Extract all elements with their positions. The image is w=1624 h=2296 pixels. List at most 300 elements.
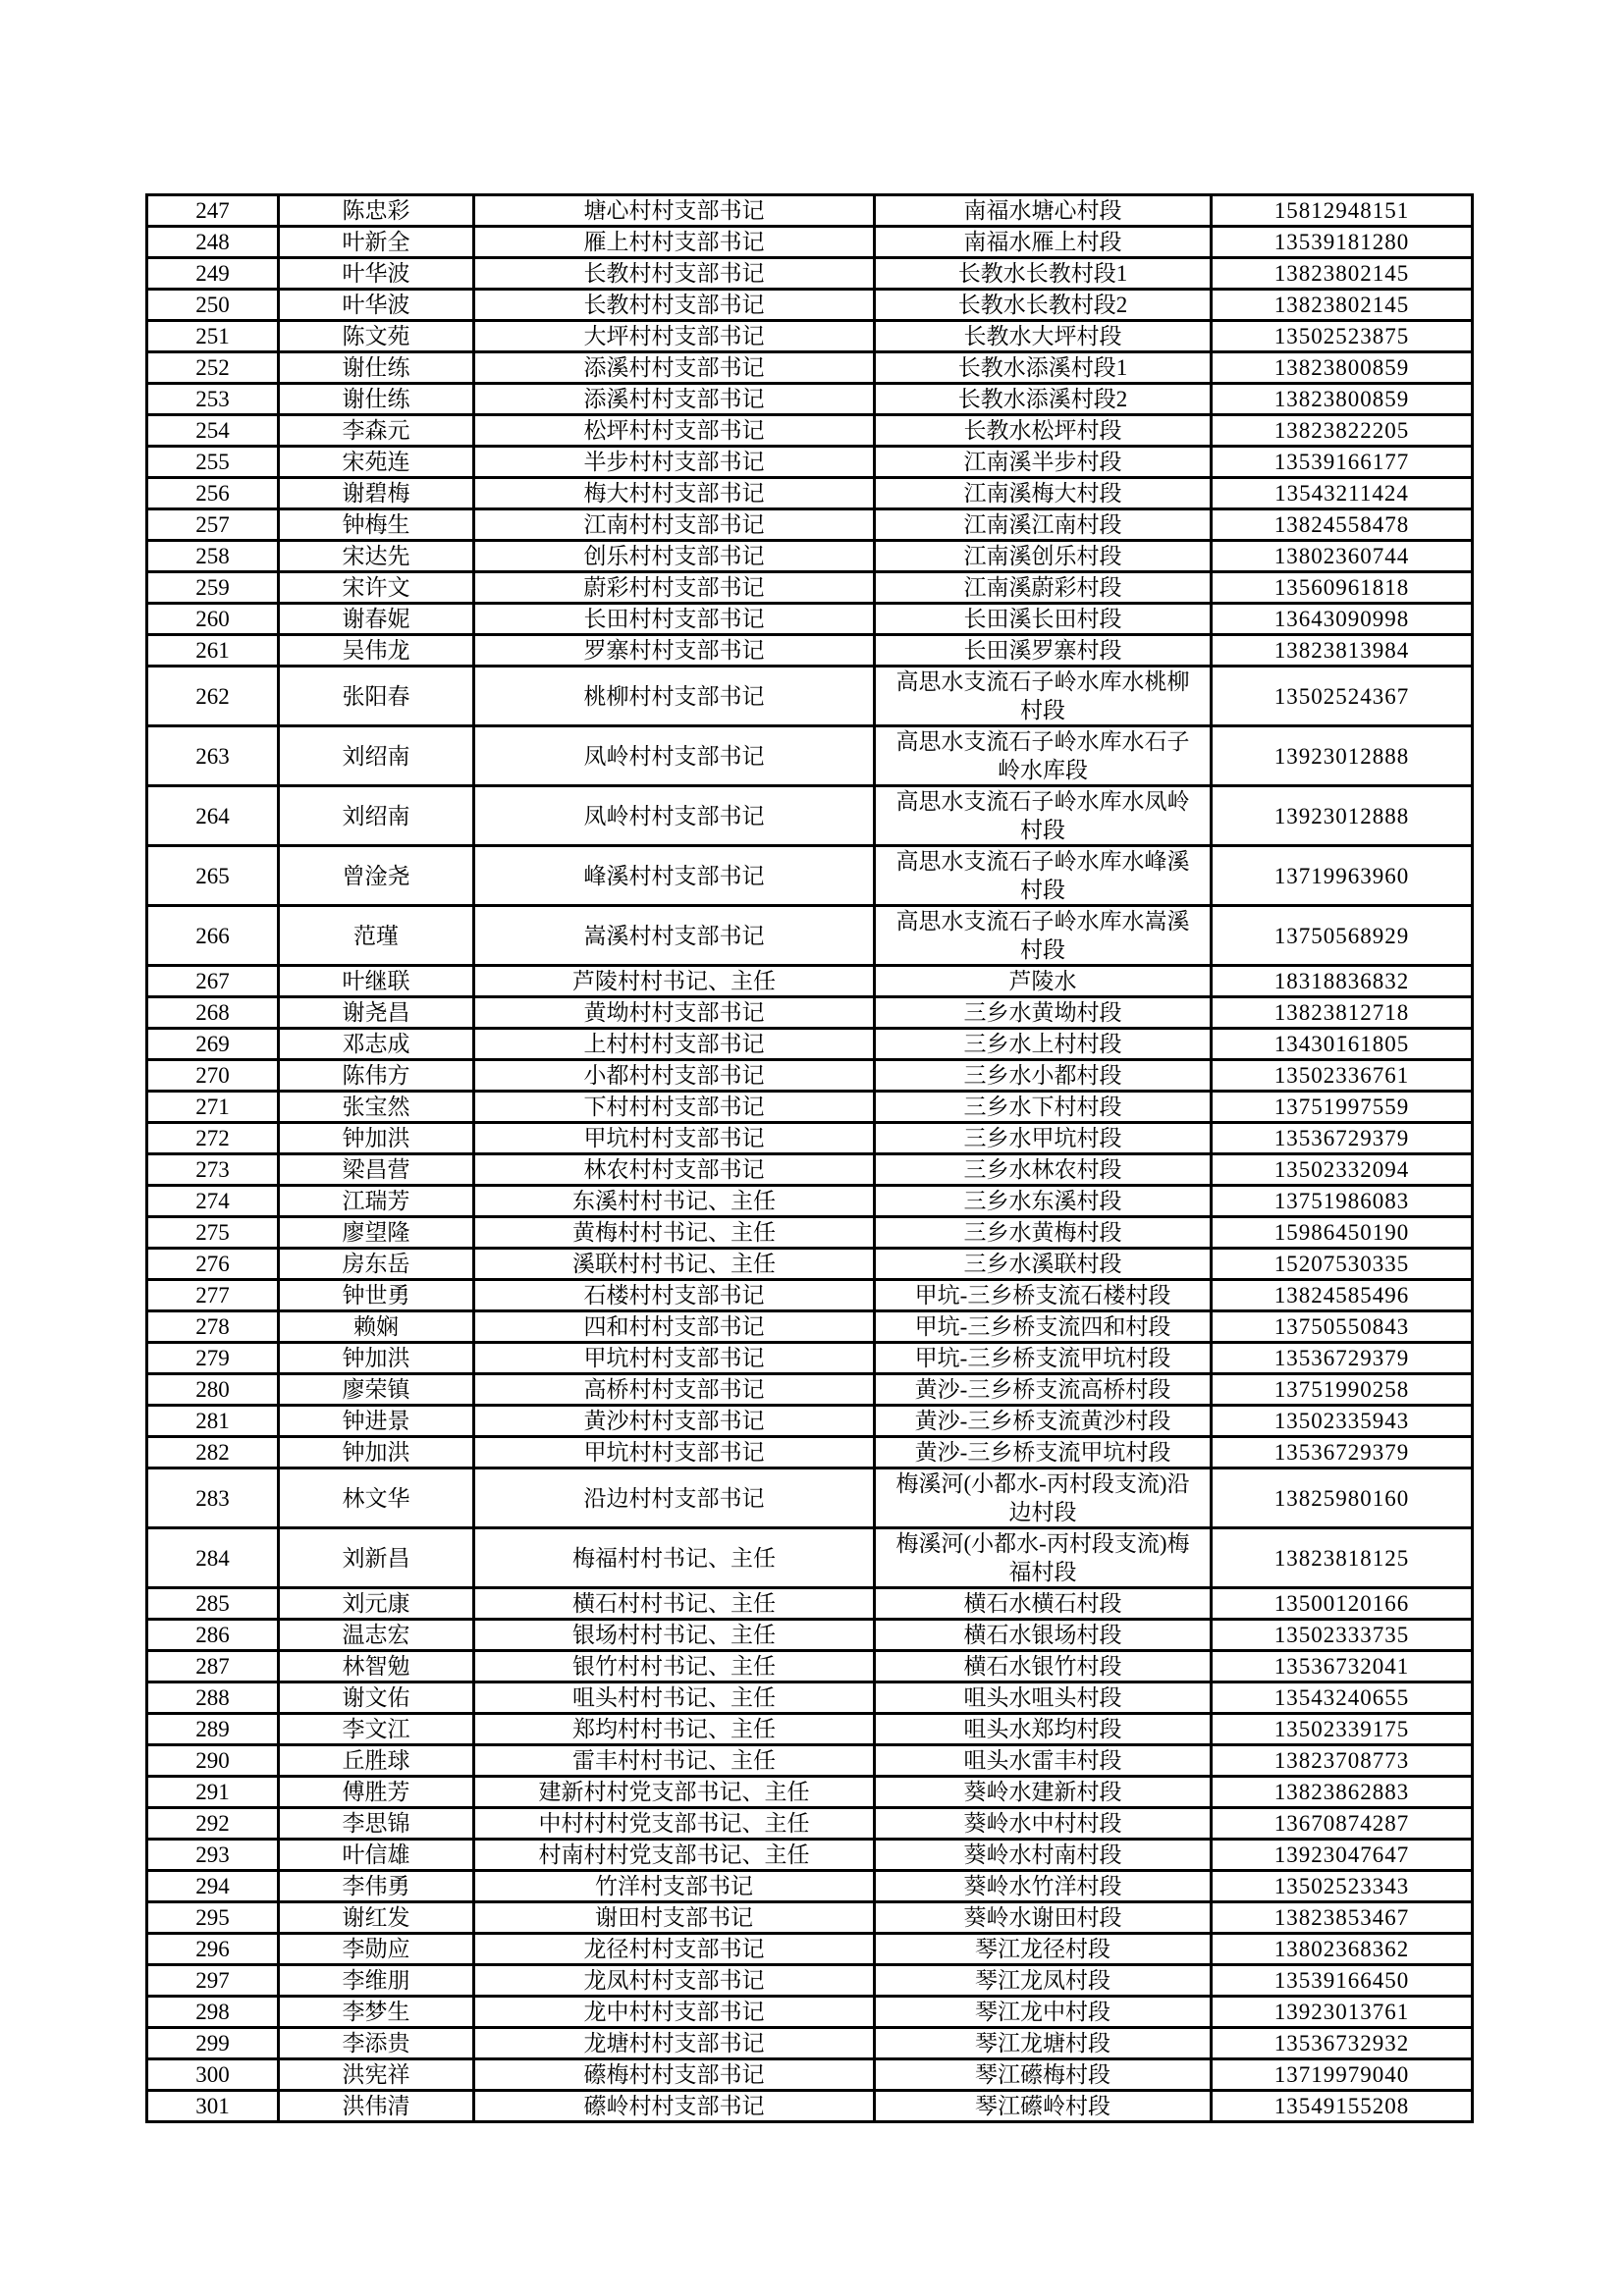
cell-index: 287	[147, 1651, 279, 1682]
cell-position: 添溪村村支部书记	[474, 384, 875, 415]
table-row	[147, 1808, 1473, 1840]
cell-position: 龙塘村村支部书记	[474, 2028, 875, 2059]
cell-index: 286	[147, 1620, 279, 1651]
cell-river-segment: 三乡水甲坑村段	[875, 1123, 1212, 1154]
cell-position: 咀头村村书记、主任	[474, 1682, 875, 1714]
cell-name: 李思锦	[279, 1808, 474, 1840]
cell-phone: 13823812718	[1212, 997, 1473, 1029]
cell-river-segment: 甲坑-三乡桥支流四和村段	[875, 1311, 1212, 1343]
cell-index: 260	[147, 604, 279, 635]
cell-position: 嵩溪村村支部书记	[474, 906, 875, 966]
cell-river-segment: 江南溪江南村段	[875, 509, 1212, 541]
table-row	[147, 667, 1473, 726]
cell-phone: 13823813984	[1212, 635, 1473, 667]
cell-position: 龙中村村支部书记	[474, 1997, 875, 2028]
cell-position: 竹洋村支部书记	[474, 1871, 875, 1902]
cell-phone: 13825980160	[1212, 1468, 1473, 1528]
cell-name: 廖荣镇	[279, 1374, 474, 1406]
cell-river-segment: 长教水添溪村段2	[875, 384, 1212, 415]
table-row	[147, 195, 1473, 227]
cell-river-segment: 三乡水溪联村段	[875, 1249, 1212, 1280]
table-row	[147, 1092, 1473, 1123]
cell-index: 261	[147, 635, 279, 667]
cell-position: 罗寨村村支部书记	[474, 635, 875, 667]
table-row	[147, 1468, 1473, 1528]
cell-index: 248	[147, 227, 279, 258]
table-row	[147, 352, 1473, 384]
cell-name: 宋许文	[279, 572, 474, 604]
cell-phone: 13502523343	[1212, 1871, 1473, 1902]
cell-river-segment: 横石水银场村段	[875, 1620, 1212, 1651]
cell-river-segment: 三乡水小都村段	[875, 1060, 1212, 1092]
cell-index: 288	[147, 1682, 279, 1714]
table-row	[147, 1374, 1473, 1406]
table-row	[147, 321, 1473, 352]
cell-name: 钟梅生	[279, 509, 474, 541]
table-row	[147, 478, 1473, 509]
table-row	[147, 635, 1473, 667]
cell-position: 石楼村村支部书记	[474, 1280, 875, 1311]
cell-index: 301	[147, 2091, 279, 2122]
cell-phone: 13751990258	[1212, 1374, 1473, 1406]
cell-river-segment: 葵岭水中村村段	[875, 1808, 1212, 1840]
table-row	[147, 384, 1473, 415]
table-row	[147, 846, 1473, 906]
cell-river-segment: 长教水松坪村段	[875, 415, 1212, 447]
cell-phone: 13539166177	[1212, 447, 1473, 478]
cell-index: 254	[147, 415, 279, 447]
cell-index: 259	[147, 572, 279, 604]
cell-river-segment: 咀头水郑均村段	[875, 1714, 1212, 1745]
cell-river-segment: 江南溪梅大村段	[875, 478, 1212, 509]
cell-position: 大坪村村支部书记	[474, 321, 875, 352]
cell-river-segment: 长田溪罗寨村段	[875, 635, 1212, 667]
cell-position: 长教村村支部书记	[474, 258, 875, 290]
cell-river-segment: 三乡水黄梅村段	[875, 1217, 1212, 1249]
cell-name: 李梦生	[279, 1997, 474, 2028]
cell-index: 279	[147, 1343, 279, 1374]
cell-river-segment: 长教水长教村段2	[875, 290, 1212, 321]
cell-name: 洪宪祥	[279, 2059, 474, 2091]
table-row	[147, 447, 1473, 478]
cell-name: 房东岳	[279, 1249, 474, 1280]
cell-river-segment: 三乡水黄坳村段	[875, 997, 1212, 1029]
cell-position: 峰溪村村支部书记	[474, 846, 875, 906]
cell-river-segment: 三乡水林农村段	[875, 1154, 1212, 1186]
cell-index: 257	[147, 509, 279, 541]
cell-position: 长田村村支部书记	[474, 604, 875, 635]
cell-phone: 13539166450	[1212, 1965, 1473, 1997]
cell-phone: 13560961818	[1212, 572, 1473, 604]
cell-river-segment: 黄沙-三乡桥支流黄沙村段	[875, 1406, 1212, 1437]
table-row	[147, 1745, 1473, 1777]
contact-roster-table	[145, 193, 1474, 2123]
cell-river-segment: 高思水支流石子岭水库水石子岭水库段	[875, 726, 1212, 786]
cell-name: 叶继联	[279, 966, 474, 997]
cell-index: 266	[147, 906, 279, 966]
cell-phone: 15207530335	[1212, 1249, 1473, 1280]
cell-position: 黄坳村村支部书记	[474, 997, 875, 1029]
table-row	[147, 1186, 1473, 1217]
cell-name: 刘绍南	[279, 786, 474, 846]
cell-river-segment: 甲坑-三乡桥支流石楼村段	[875, 1280, 1212, 1311]
cell-name: 谢文佑	[279, 1682, 474, 1714]
cell-index: 293	[147, 1840, 279, 1871]
cell-index: 294	[147, 1871, 279, 1902]
cell-river-segment: 长教水添溪村段1	[875, 352, 1212, 384]
cell-index: 252	[147, 352, 279, 384]
cell-position: 桃柳村村支部书记	[474, 667, 875, 726]
cell-name: 钟加洪	[279, 1437, 474, 1468]
table-row	[147, 2091, 1473, 2122]
table-row	[147, 1714, 1473, 1745]
cell-name: 李勋应	[279, 1934, 474, 1965]
cell-river-segment: 琴江礤梅村段	[875, 2059, 1212, 2091]
table-row	[147, 1934, 1473, 1965]
cell-position: 东溪村村书记、主任	[474, 1186, 875, 1217]
cell-river-segment: 咀头水雷丰村段	[875, 1745, 1212, 1777]
cell-river-segment: 三乡水下村村段	[875, 1092, 1212, 1123]
cell-name: 谢碧梅	[279, 478, 474, 509]
cell-river-segment: 长教水大坪村段	[875, 321, 1212, 352]
cell-phone: 13543240655	[1212, 1682, 1473, 1714]
cell-position: 林农村村支部书记	[474, 1154, 875, 1186]
cell-position: 长教村村支部书记	[474, 290, 875, 321]
cell-phone: 13543211424	[1212, 478, 1473, 509]
cell-index: 297	[147, 1965, 279, 1997]
table-row	[147, 1777, 1473, 1808]
cell-index: 250	[147, 290, 279, 321]
cell-position: 半步村村支部书记	[474, 447, 875, 478]
table-row	[147, 997, 1473, 1029]
table-row	[147, 1997, 1473, 2028]
table-row	[147, 1840, 1473, 1871]
cell-phone: 13536732932	[1212, 2028, 1473, 2059]
cell-position: 四和村村支部书记	[474, 1311, 875, 1343]
cell-name: 叶华波	[279, 290, 474, 321]
cell-name: 张宝然	[279, 1092, 474, 1123]
cell-phone: 13823800859	[1212, 352, 1473, 384]
cell-name: 谢红发	[279, 1902, 474, 1934]
cell-position: 塘心村村支部书记	[474, 195, 875, 227]
cell-phone: 18318836832	[1212, 966, 1473, 997]
cell-position: 黄梅村村书记、主任	[474, 1217, 875, 1249]
table-row	[147, 509, 1473, 541]
cell-name: 刘元康	[279, 1588, 474, 1620]
cell-position: 沿边村村支部书记	[474, 1468, 875, 1528]
cell-name: 吴伟龙	[279, 635, 474, 667]
table-row	[147, 415, 1473, 447]
cell-phone: 13536729379	[1212, 1123, 1473, 1154]
cell-phone: 13539181280	[1212, 227, 1473, 258]
cell-position: 高桥村村支部书记	[474, 1374, 875, 1406]
table-row	[147, 1437, 1473, 1468]
cell-position: 横石村村书记、主任	[474, 1588, 875, 1620]
cell-river-segment: 琴江礤岭村段	[875, 2091, 1212, 2122]
cell-index: 283	[147, 1468, 279, 1528]
cell-name: 李文江	[279, 1714, 474, 1745]
cell-river-segment: 高思水支流石子岭水库水桃柳村段	[875, 667, 1212, 726]
cell-index: 272	[147, 1123, 279, 1154]
cell-name: 范瑾	[279, 906, 474, 966]
cell-index: 285	[147, 1588, 279, 1620]
cell-position: 甲坑村村支部书记	[474, 1123, 875, 1154]
cell-index: 256	[147, 478, 279, 509]
cell-position: 上村村村支部书记	[474, 1029, 875, 1060]
cell-phone: 13500120166	[1212, 1588, 1473, 1620]
cell-phone: 13719963960	[1212, 846, 1473, 906]
table-row	[147, 906, 1473, 966]
cell-position: 郑均村村书记、主任	[474, 1714, 875, 1745]
cell-river-segment: 长田溪长田村段	[875, 604, 1212, 635]
cell-index: 277	[147, 1280, 279, 1311]
cell-position: 江南村村支部书记	[474, 509, 875, 541]
cell-phone: 13502524367	[1212, 667, 1473, 726]
cell-position: 凤岭村村支部书记	[474, 786, 875, 846]
cell-name: 温志宏	[279, 1620, 474, 1651]
table-row	[147, 1154, 1473, 1186]
cell-name: 叶华波	[279, 258, 474, 290]
table-row	[147, 726, 1473, 786]
cell-phone: 13502336761	[1212, 1060, 1473, 1092]
cell-index: 300	[147, 2059, 279, 2091]
cell-index: 269	[147, 1029, 279, 1060]
cell-river-segment: 葵岭水谢田村段	[875, 1902, 1212, 1934]
cell-river-segment: 琴江龙凤村段	[875, 1965, 1212, 1997]
cell-phone: 13719979040	[1212, 2059, 1473, 2091]
cell-position: 村南村村党支部书记、主任	[474, 1840, 875, 1871]
cell-index: 264	[147, 786, 279, 846]
cell-river-segment: 三乡水东溪村段	[875, 1186, 1212, 1217]
table-row	[147, 1528, 1473, 1588]
cell-name: 钟加洪	[279, 1123, 474, 1154]
table-row	[147, 572, 1473, 604]
cell-position: 创乐村村支部书记	[474, 541, 875, 572]
cell-position: 添溪村村支部书记	[474, 352, 875, 384]
cell-index: 268	[147, 997, 279, 1029]
cell-index: 274	[147, 1186, 279, 1217]
cell-river-segment: 三乡水上村村段	[875, 1029, 1212, 1060]
cell-name: 李伟勇	[279, 1871, 474, 1902]
cell-phone: 13670874287	[1212, 1808, 1473, 1840]
cell-phone: 13923013761	[1212, 1997, 1473, 2028]
cell-river-segment: 江南溪蔚彩村段	[875, 572, 1212, 604]
cell-name: 宋苑连	[279, 447, 474, 478]
cell-phone: 15986450190	[1212, 1217, 1473, 1249]
cell-name: 丘胜球	[279, 1745, 474, 1777]
cell-name: 谢尧昌	[279, 997, 474, 1029]
cell-phone: 13502523875	[1212, 321, 1473, 352]
cell-name: 谢仕练	[279, 352, 474, 384]
table-row	[147, 1871, 1473, 1902]
cell-phone: 13823822205	[1212, 415, 1473, 447]
cell-position: 建新村村党支部书记、主任	[474, 1777, 875, 1808]
cell-position: 中村村村党支部书记、主任	[474, 1808, 875, 1840]
cell-river-segment: 高思水支流石子岭水库水峰溪村段	[875, 846, 1212, 906]
cell-name: 林智勉	[279, 1651, 474, 1682]
cell-phone: 13643090998	[1212, 604, 1473, 635]
cell-position: 银竹村村书记、主任	[474, 1651, 875, 1682]
cell-river-segment: 梅溪河(小都水-丙村段支流)沿边村段	[875, 1468, 1212, 1528]
cell-phone: 13502335943	[1212, 1406, 1473, 1437]
cell-river-segment: 横石水银竹村段	[875, 1651, 1212, 1682]
cell-phone: 15812948151	[1212, 195, 1473, 227]
cell-phone: 13823802145	[1212, 290, 1473, 321]
cell-phone: 13536732041	[1212, 1651, 1473, 1682]
cell-index: 296	[147, 1934, 279, 1965]
cell-phone: 13823853467	[1212, 1902, 1473, 1934]
cell-phone: 13923047647	[1212, 1840, 1473, 1871]
cell-index: 275	[147, 1217, 279, 1249]
cell-name: 叶新全	[279, 227, 474, 258]
cell-name: 谢仕练	[279, 384, 474, 415]
cell-index: 258	[147, 541, 279, 572]
cell-river-segment: 梅溪河(小都水-丙村段支流)梅福村段	[875, 1528, 1212, 1588]
cell-phone: 13823708773	[1212, 1745, 1473, 1777]
cell-position: 甲坑村村支部书记	[474, 1343, 875, 1374]
cell-phone: 13750550843	[1212, 1311, 1473, 1343]
cell-index: 276	[147, 1249, 279, 1280]
cell-position: 雁上村村支部书记	[474, 227, 875, 258]
cell-name: 陈文苑	[279, 321, 474, 352]
cell-river-segment: 高思水支流石子岭水库水嵩溪村段	[875, 906, 1212, 966]
cell-river-segment: 琴江龙中村段	[875, 1997, 1212, 2028]
cell-phone: 13823802145	[1212, 258, 1473, 290]
cell-position: 甲坑村村支部书记	[474, 1437, 875, 1468]
cell-name: 刘绍南	[279, 726, 474, 786]
cell-index: 291	[147, 1777, 279, 1808]
cell-index: 298	[147, 1997, 279, 2028]
table-row	[147, 1280, 1473, 1311]
cell-index: 292	[147, 1808, 279, 1840]
cell-position: 黄沙村村支部书记	[474, 1406, 875, 1437]
cell-phone: 13802368362	[1212, 1934, 1473, 1965]
table-row	[147, 1217, 1473, 1249]
cell-name: 李森元	[279, 415, 474, 447]
cell-phone: 13430161805	[1212, 1029, 1473, 1060]
table-row	[147, 1651, 1473, 1682]
cell-name: 梁昌营	[279, 1154, 474, 1186]
cell-index: 253	[147, 384, 279, 415]
cell-river-segment: 南福水雁上村段	[875, 227, 1212, 258]
cell-index: 273	[147, 1154, 279, 1186]
table-row	[147, 290, 1473, 321]
cell-name: 林文华	[279, 1468, 474, 1528]
cell-index: 271	[147, 1092, 279, 1123]
table-row	[147, 1682, 1473, 1714]
cell-position: 松坪村村支部书记	[474, 415, 875, 447]
cell-position: 下村村村支部书记	[474, 1092, 875, 1123]
cell-river-segment: 南福水塘心村段	[875, 195, 1212, 227]
cell-river-segment: 长教水长教村段1	[875, 258, 1212, 290]
cell-position: 凤岭村村支部书记	[474, 726, 875, 786]
roster-table-body	[147, 195, 1473, 2122]
cell-index: 281	[147, 1406, 279, 1437]
cell-index: 255	[147, 447, 279, 478]
cell-position: 小都村村支部书记	[474, 1060, 875, 1092]
cell-position: 蔚彩村村支部书记	[474, 572, 875, 604]
cell-index: 295	[147, 1902, 279, 1934]
cell-position: 溪联村村书记、主任	[474, 1249, 875, 1280]
cell-phone: 13823818125	[1212, 1528, 1473, 1588]
cell-name: 叶信雄	[279, 1840, 474, 1871]
cell-index: 284	[147, 1528, 279, 1588]
cell-position: 银场村村书记、主任	[474, 1620, 875, 1651]
cell-index: 262	[147, 667, 279, 726]
cell-position: 礤岭村村支部书记	[474, 2091, 875, 2122]
cell-name: 谢春妮	[279, 604, 474, 635]
cell-river-segment: 葵岭水建新村段	[875, 1777, 1212, 1808]
cell-index: 282	[147, 1437, 279, 1468]
cell-name: 钟世勇	[279, 1280, 474, 1311]
cell-phone: 13502332094	[1212, 1154, 1473, 1186]
cell-phone: 13823862883	[1212, 1777, 1473, 1808]
cell-river-segment: 琴江龙塘村段	[875, 2028, 1212, 2059]
cell-river-segment: 咀头水咀头村段	[875, 1682, 1212, 1714]
table-row	[147, 1343, 1473, 1374]
cell-phone: 13751997559	[1212, 1092, 1473, 1123]
table-row	[147, 541, 1473, 572]
cell-position: 梅大村村支部书记	[474, 478, 875, 509]
cell-name: 洪伟清	[279, 2091, 474, 2122]
cell-phone: 13802360744	[1212, 541, 1473, 572]
cell-index: 290	[147, 1745, 279, 1777]
cell-river-segment: 江南溪创乐村段	[875, 541, 1212, 572]
cell-name: 陈忠彩	[279, 195, 474, 227]
table-row	[147, 258, 1473, 290]
cell-phone: 13536729379	[1212, 1343, 1473, 1374]
cell-river-segment: 葵岭水村南村段	[875, 1840, 1212, 1871]
cell-index: 247	[147, 195, 279, 227]
cell-name: 曾淦尧	[279, 846, 474, 906]
cell-name: 陈伟方	[279, 1060, 474, 1092]
cell-name: 赖娴	[279, 1311, 474, 1343]
cell-index: 267	[147, 966, 279, 997]
cell-phone: 13549155208	[1212, 2091, 1473, 2122]
cell-river-segment: 黄沙-三乡桥支流高桥村段	[875, 1374, 1212, 1406]
cell-position: 龙径村村支部书记	[474, 1934, 875, 1965]
cell-position: 礤梅村村支部书记	[474, 2059, 875, 2091]
cell-river-segment: 甲坑-三乡桥支流甲坑村段	[875, 1343, 1212, 1374]
cell-index: 249	[147, 258, 279, 290]
table-row	[147, 1965, 1473, 1997]
cell-river-segment: 江南溪半步村段	[875, 447, 1212, 478]
cell-index: 270	[147, 1060, 279, 1092]
cell-phone: 13536729379	[1212, 1437, 1473, 1468]
cell-name: 傅胜芳	[279, 1777, 474, 1808]
table-row	[147, 1902, 1473, 1934]
cell-name: 张阳春	[279, 667, 474, 726]
table-row	[147, 1406, 1473, 1437]
table-row	[147, 1311, 1473, 1343]
table-row	[147, 786, 1473, 846]
cell-river-segment: 芦陵水	[875, 966, 1212, 997]
cell-river-segment: 葵岭水竹洋村段	[875, 1871, 1212, 1902]
table-row	[147, 227, 1473, 258]
table-row	[147, 1060, 1473, 1092]
cell-phone: 13750568929	[1212, 906, 1473, 966]
table-row	[147, 1249, 1473, 1280]
cell-position: 雷丰村村书记、主任	[474, 1745, 875, 1777]
table-row	[147, 1588, 1473, 1620]
cell-phone: 13502333735	[1212, 1620, 1473, 1651]
cell-index: 289	[147, 1714, 279, 1745]
cell-phone: 13824585496	[1212, 1280, 1473, 1311]
cell-index: 251	[147, 321, 279, 352]
cell-river-segment: 横石水横石村段	[875, 1588, 1212, 1620]
cell-river-segment: 琴江龙径村段	[875, 1934, 1212, 1965]
cell-name: 钟加洪	[279, 1343, 474, 1374]
